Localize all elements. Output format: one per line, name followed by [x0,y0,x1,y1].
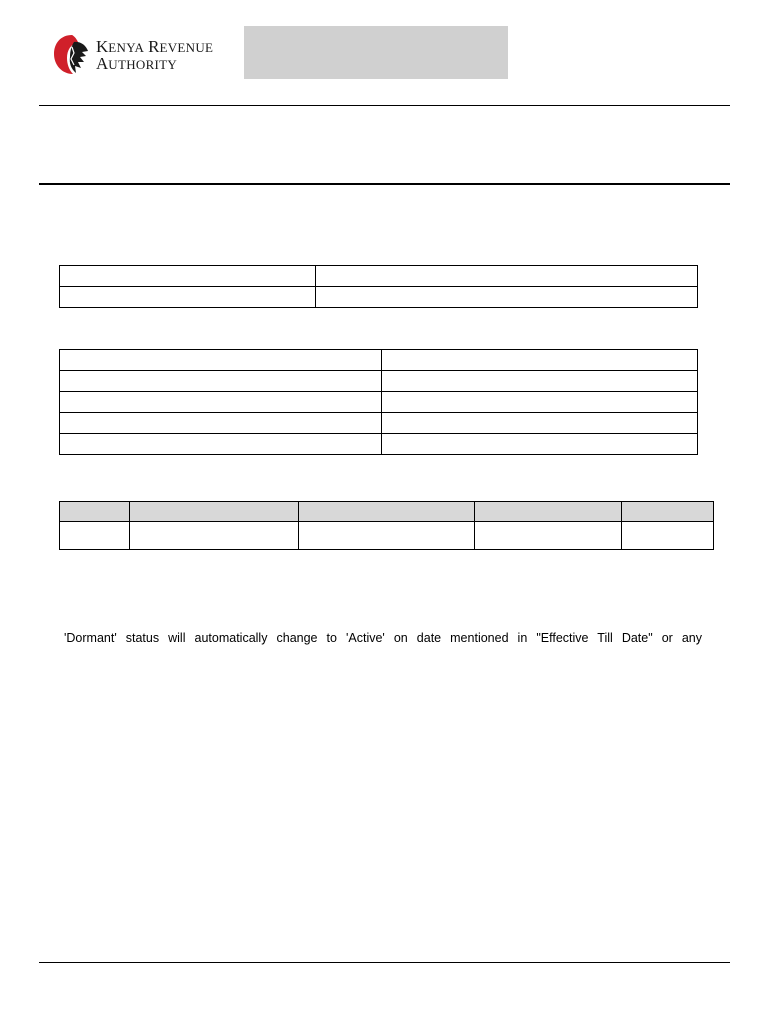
table-header-cell [475,502,622,522]
header-grey-box [244,26,508,79]
table-cell [382,413,698,434]
table-row [60,434,698,455]
table-row [60,287,698,308]
header-divider [39,105,730,106]
logo-wordmark [96,39,213,73]
table-cell [382,434,698,455]
logo-line-1: KENYA REVENUE [96,37,214,56]
table-cell [316,266,698,287]
dormant-status-note: 'Dormant' status will automatically change to 'Active' on date mentioned in "Effective Till Date" or any [64,631,702,645]
title-divider [39,183,730,185]
table-row [60,522,714,550]
kra-logo [52,33,237,81]
table-header-cell [130,502,299,522]
table-cell [60,434,382,455]
footer-divider [39,962,730,963]
status-table [59,501,714,550]
table-row [60,392,698,413]
table-row [60,413,698,434]
table-cell [60,266,316,287]
table-row [60,350,698,371]
table-cell [60,522,130,550]
table-cell [475,522,622,550]
table-header-cell [299,502,475,522]
logo-line-2: AUTHORITY [96,54,178,73]
table-cell [60,287,316,308]
table-cell [60,392,382,413]
table-cell [60,371,382,392]
table-cell [60,350,382,371]
table-row [60,371,698,392]
table-cell [299,522,475,550]
table-cell [60,413,382,434]
table-cell [382,392,698,413]
info-table-2 [59,349,698,455]
table-cell [622,522,714,550]
table-header-cell [60,502,130,522]
table-cell [382,350,698,371]
table-cell [316,287,698,308]
table-header-row [60,502,714,522]
kra-lion-mark-icon [52,33,92,77]
info-table-1 [59,265,698,308]
table-header-cell [622,502,714,522]
table-cell [382,371,698,392]
table-row [60,266,698,287]
table-cell [130,522,299,550]
